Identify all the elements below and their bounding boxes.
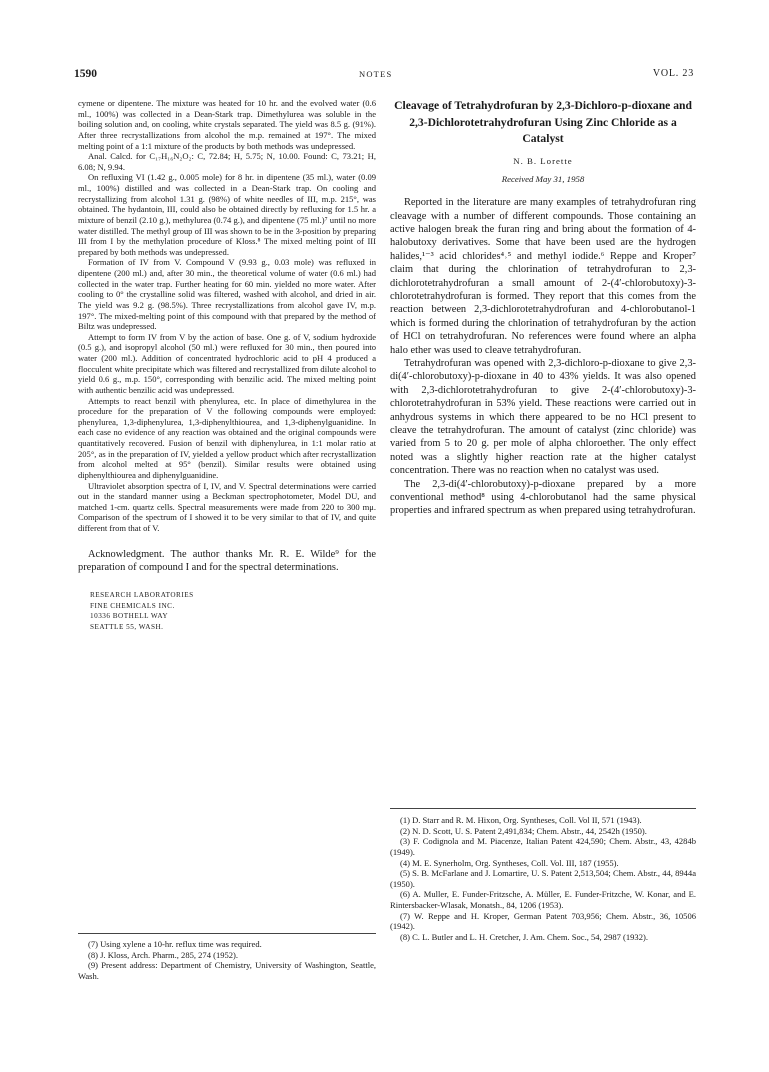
footnote: (9) Present address: Department of Chemistry, University of Washington, Seattle, Wash. (78, 960, 376, 981)
article-author: N. B. Lorette (513, 156, 573, 167)
experimental-paragraph-5: Attempt to form IV from V by the action of base. One g. of V, sodium hydroxide (0.5 g.), and isopropyl alcohol (50 ml.) were refluxed for 30 min., then poured into water (200 ml.). Addition of concentrated hydrochloric acid to pH 4 produced a flocculent white precipitate which was filtered and recrystallized from dilute alcohol to yield 0.6 g., m.p. 150°, corresponding with benzilic acid. The mixed melting point with authentic benzilic acid was undepressed. (78, 331, 376, 395)
left-footnote-divider (78, 933, 376, 934)
article-body (390, 196, 696, 518)
page-number: 1590 (74, 68, 97, 80)
article-title: Cleavage of Tetrahydrofuran by 2,3-Dichloro-p-dioxane and 2,3-Dichlorotetrahydrofuran Using Zinc Chloride as a Catalyst (394, 99, 692, 146)
footnote: (1) D. Starr and R. M. Hixon, Org. Syntheses, Coll. Vol II, 571 (1943). (400, 815, 642, 825)
acknowledgment: Acknowledgment. The author thanks Mr. R. E. Wilde⁹ for the preparation of compound I and for the spectral determinations. (78, 548, 376, 574)
experimental-paragraph-1: cymene or dipentene. The mixture was heated for 10 hr. and the evolved water (0.6 ml., 100%) was collected in a Dean-Stark trap. Dimethylurea was soluble in the boiling solution and, on cooling, white crystals separated. The yield was 8.5 g. (91%). After three recrystallizations from alcohol the m.p. remained at 197°. The mixed melting point of a 1:1 mixture of the products by both methods was undepressed. (78, 98, 376, 151)
lab-address (90, 590, 376, 632)
page-header (74, 68, 694, 84)
footnote: (6) A. Muller, E. Funder-Fritzsche, A. Müller, E. Funder-Fritzche, W. Konar, and E. Rintersbacker-Wlasak, Monatsh., 84, 1206 (1953). (390, 889, 696, 910)
footnote: (5) S. B. McFarlane and J. Lomartire, U. S. Patent 2,513,504; Chem. Abstr., 44, 8944a (1950). (390, 868, 696, 889)
footnote: (7) Using xylene a 10-hr. reflux time was required. (88, 939, 262, 949)
footnote: (8) J. Kloss, Arch. Pharm., 285, 274 (1952). (88, 949, 239, 960)
experimental-paragraph-6: Attempts to react benzil with phenylurea, etc. In place of dimethylurea in the procedure for the preparation of V the following compounds were employed: phenylurea, 1,3-diphenylurea, 1,3-diphenylthiourea, and 1,3-diphenylguanidine. In each case no evidence of any reaction was obtained and the original compounds were quantitatively recovered. Fusion of benzil with diphenylurea, in 1:1 molar ratio at 205°, as in the preparation of IV, yielded a yellow product which after recrystallization from alcohol melted at 95° (benzil). Similar results were obtained using diphenylthiourea and diphenylguanidine. (78, 395, 376, 480)
left-footnotes (78, 939, 376, 982)
footnote: (4) M. E. Synerholm, Org. Syntheses, Coll. Vol. III, 187 (1955). (400, 857, 619, 868)
footnote: (7) W. Reppe and H. Kroper, German Patent 703,956; Chem. Abstr., 36, 10506 (1942). (390, 910, 696, 932)
lab-address-line: RESEARCH LABORATORIES (90, 591, 194, 600)
volume-label: VOL. 23 (652, 68, 694, 79)
experimental-paragraph-7: Ultraviolet absorption spectra of I, IV, and V. Spectral determinations were carried out in the standard manner using a Beckman spectrophotometer, Model DU, and matched 1-cm. quartz cells. Spectral measurements were made from 220 to 300 mμ. Comparison of the spectrum of I showed it to be very similar to that of IV, and quite different from that of V. (78, 480, 376, 533)
right-footnotes (390, 815, 696, 943)
right-column (390, 98, 696, 518)
footnote: (2) N. D. Scott, U. S. Patent 2,491,834; Chem. Abstr., 44, 2542h (1950). (400, 825, 647, 836)
body-paragraph: Reported in the literature are many examples of tetrahydrofuran ring cleavage with a number of different compounds. Those containing an active halogen break the furan ring and bring about the formation of 4-halobutoxy derivatives. Some that have been used are the hydrogen halides,¹⁻³ acid chlorides⁴˒⁵ and methyl iodide.⁶ Reppe and Kroper⁷ claim that during the chlorination of tetrahydrofuran to 2,3-dichlorotetrahydrofuran a small amount of 2-(4′-chlorobutoxy)-3-chlorotetrahydrofuran is formed. They report that this comes from the reaction between 2,3-dichlorotetrahydrofuran and 4-chlorobutanol-1 which is formed during the chlorination of tetrahydrofuran by the action of HCl on tetrahydrofuran. No references were found where an alpha halo ether was used to cleave tetrahydrofuran. (390, 197, 696, 356)
footnote: (3) F. Codignola and M. Piacenze, Italian Patent 424,590; Chem. Abstr., 43, 4284b (1949). (390, 836, 696, 857)
lab-address-line: SEATTLE 55, WASH. (90, 622, 164, 631)
left-column (78, 98, 376, 632)
experimental-paragraph-4: Formation of IV from V. Compound V (9.93 g., 0.03 mole) was refluxed in dipentene (200 ml.) and, after 30 min., the theoretical volume of water (0.6 ml.) had collected in the water trap. Further heating for 60 min. yielded no more water. After cooling to 0° the crystalline solid was filtered, washed with alcohol, and dried in air. The yield was 9.2 g. (98.5%). Three recrystallizations from alcohol gave IV, m.p. 197°. The mixed-melting point of this compound with that prepared by the method of Biltz was undepressed. (78, 257, 376, 332)
lab-address-line: FINE CHEMICALS INC. (90, 601, 175, 610)
experimental-paragraph-3: On refluxing VI (1.42 g., 0.005 mole) for 8 hr. in dipentene (35 ml.), water (0.09 ml., 100%) distilled and was collected in a Dean-Stark trap. On cooling and recrystallizing from alcohol 1.31 g. (98%) of white needles of III, m.p. 215°, was obtained. The hydantoin, III, could also be obtained directly by refluxing for 1.5 hr. a mixture of benzil (2.10 g.), methylurea (0.74 g.), and dipentene (75 ml.)⁷ until no more water distilled. The methyl group of III was shown to be in the 3-position by preparing III from I by the methylation procedure of Kloss.⁸ The mixed melting point of III prepared by both methods was undepressed. (78, 172, 376, 257)
lab-address-line: 10336 BOTHELL WAY (90, 612, 169, 621)
analysis-paragraph: Anal. Calcd. for C₁₇H₁₆N₂O₂: C, 72.84; H, 5.75; N, 10.00. Found: C, 73.21; H, 6.08; N, 9.94. (78, 151, 376, 172)
body-paragraph: The 2,3-di(4′-chlorobutoxy)-p-dioxane prepared by a more conventional method⁸ using 4-chlorobutanol had the same physical properties and infrared spectrum as when prepared using tetrahydrofuran. (390, 478, 696, 517)
right-footnote-divider (390, 808, 696, 809)
body-paragraph: Tetrahydrofuran was opened with 2,3-dichloro-p-dioxane to give 2,3-di(4′-chlorobutoxy)-p-dioxane in 40 to 43% yields. It was also opened with 2,3-dichlorotetrahydrofuran to give 2-(4′-chlorobutoxy)-3-chlorotetrahydrofuran in 53% yield. These reactions were carried out in anhydrous systems in which there appeared to be no HCl present to cleave the tetrahydrofuran. The amount of catalyst (zinc chloride) was varied from 5 to 20 g. per mole of alpha chloroether. The only effect noted was a slightly higher reaction rate at the higher catalyst concentration. There was no reaction when no catalyst was used. (390, 357, 696, 477)
running-title: NOTES (359, 69, 393, 79)
footnote: (8) C. L. Butler and L. H. Cretcher, J. Am. Chem. Soc., 54, 2987 (1932). (400, 931, 648, 942)
received-date: Received May 31, 1958 (501, 174, 585, 185)
